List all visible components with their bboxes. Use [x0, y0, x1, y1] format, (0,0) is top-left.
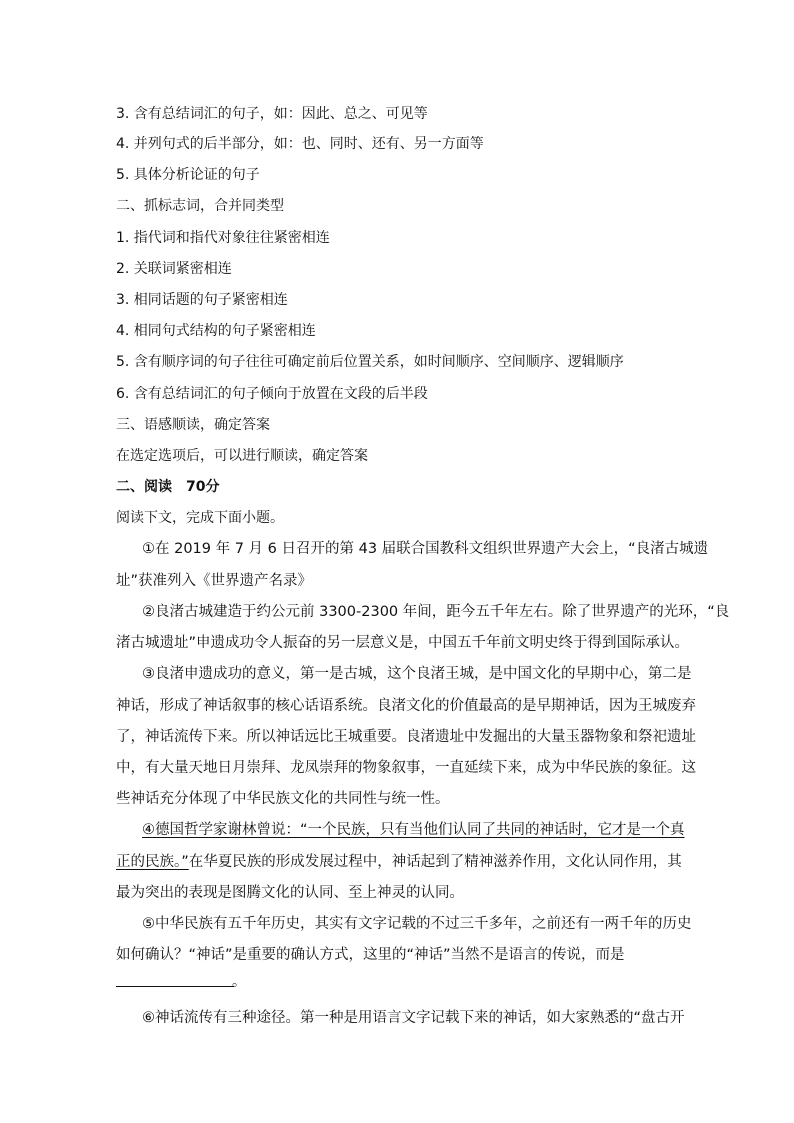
paragraph-line: ④德国哲学家谢林曾说：“一个民族，只有当他们认同了共同的神话时，它才是一个真 — [142, 822, 685, 838]
list-item: 1. 指代词和指代对象往往紧密相连 — [116, 230, 330, 246]
list-item: 4. 相同句式结构的句子紧密相连 — [116, 323, 316, 339]
paragraph-text: 在华夏民族的形成发展过程中，神话起到了精神滋养作用，文化认同作用，其 — [188, 854, 682, 870]
blank-period: 。 — [232, 974, 246, 990]
paragraph-line: 中，有大量天地日月崇拜、龙凤崇拜的物象叙事，一直延续下来，成为中华民族的象征。这 — [116, 760, 696, 776]
section-heading: 二、抓标志词，合并同类型 — [116, 198, 284, 214]
paragraph-line: 如何确认？“神话”是重要的确认方式，这里的“神话”当然不是语言的传说，而是 — [116, 947, 625, 963]
paragraph-line — [116, 852, 682, 872]
list-item: 5. 含有顺序词的句子往往可确定前后位置关系，如时间顺序、空间顺序、逻辑顺序 — [116, 354, 624, 370]
reading-heading: 二、阅读 70分 — [116, 479, 220, 495]
paragraph-line: 址”获准列入《世界遗产名录》 — [116, 573, 313, 589]
paragraph-line: 神话，形成了神话叙事的核心话语系统。良渚文化的价值最高的是早期神话，因为王城废弃 — [116, 698, 696, 714]
list-item: 3. 相同话题的句子紧密相连 — [116, 292, 288, 308]
list-item: 6. 含有总结词汇的句子倾向于放置在文段的后半段 — [116, 386, 428, 402]
underlined-quote: 正的民族。” — [116, 854, 189, 870]
list-item: 4. 并列句式的后半部分，如：也、同时、还有、另一方面等 — [116, 136, 484, 152]
body-text: 在选定选项后，可以进行顺读，确定答案 — [116, 448, 368, 464]
list-item: 5. 具体分析论证的句子 — [116, 167, 260, 183]
paragraph-line: 了，神话流传下来。所以神话远比王城重要。良渚遗址中发掘出的大量玉器物象和祭祀遗址 — [116, 729, 696, 745]
paragraph-line: 最为突出的表现是图腾文化的认同、至上神灵的认同。 — [116, 885, 464, 901]
paragraph-line: 渚古城遗址”申遗成功令人振奋的另一层意义是，中国五千年前文明史终于得到国际承认。 — [116, 635, 690, 651]
paragraph-line: ⑥神话流传有三种途径。第一种是用语言文字记载下来的神话，如大家熟悉的“盘古开 — [142, 1010, 685, 1026]
paragraph-line: 些神话充分体现了中华民族文化的共同性与统一性。 — [116, 791, 450, 807]
section-heading: 三、语感顺读，确定答案 — [116, 417, 270, 433]
list-item: 2. 关联词紧密相连 — [116, 261, 232, 277]
fill-in-blank — [116, 986, 234, 987]
paragraph-line: ①在 2019 年 7 月 6 日召开的第 43 届联合国教科文组织世界遗产大会上，“良渚古城遗 — [142, 541, 709, 557]
paragraph-line: ③良渚申遗成功的意义，第一是古城，这个良渚王城，是中国文化的早期中心，第二是 — [142, 666, 692, 682]
reading-instruction: 阅读下文，完成下面小题。 — [116, 510, 284, 526]
paragraph-line: ⑤中华民族有五千年历史，其实有文字记载的不过三千多年，之前还有一两千年的历史 — [142, 916, 692, 932]
paragraph-line: ②良渚古城建造于约公元前 3300-2300 年间，距今五千年左右。除了世界遗产的光环，“良 — [142, 604, 730, 620]
list-item: 3. 含有总结词汇的句子，如：因此、总之、可见等 — [116, 106, 428, 122]
